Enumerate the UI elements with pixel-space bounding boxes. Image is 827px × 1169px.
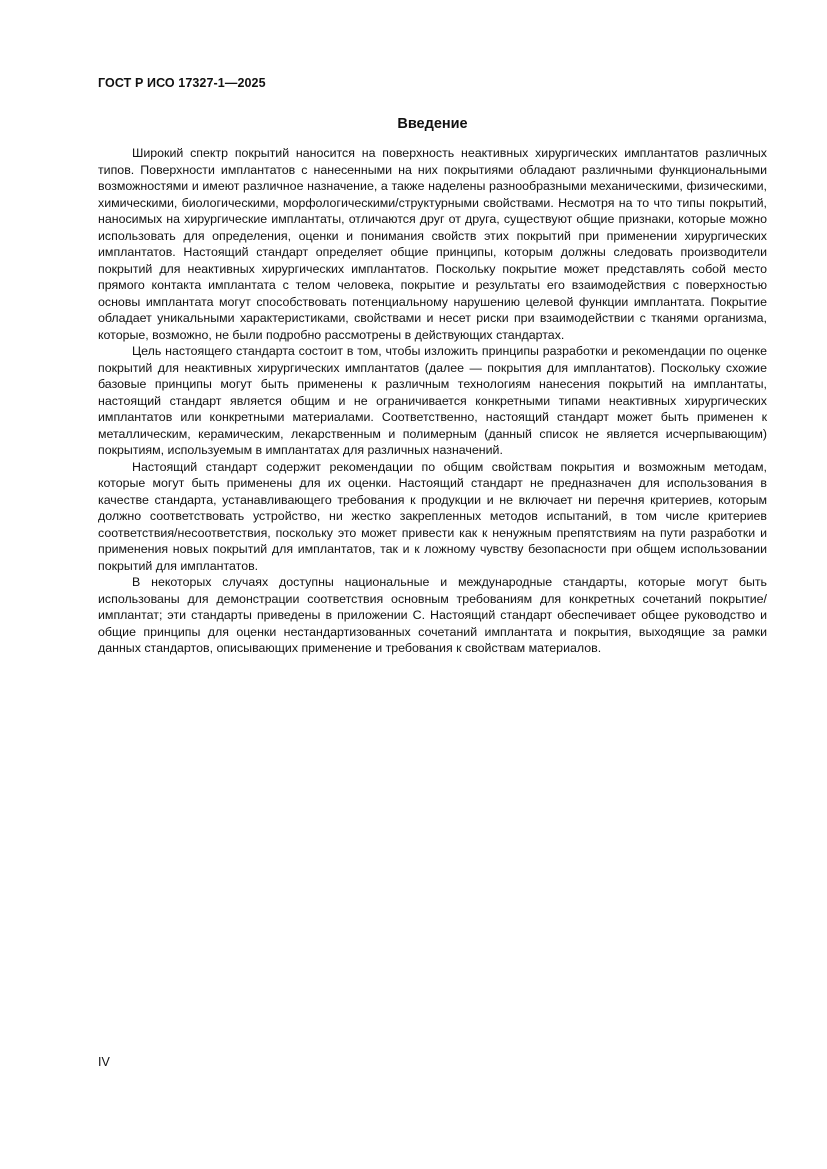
paragraph-4: В некоторых случаях доступны национальные и международные стандарты, которые могут быть использованы для демонстрации соответствия основным требованиям для конкретных сочетаний покрытие/имплантат; эти стандарты приведены в приложении С. Настоящий стандарт обеспечивает общее руководство и общие принципы для оценки нестандартизованных сочетаний имплантата и покрытия, выходящие за рамки данных стандартов, описывающих применение и требования к свойствам материалов. — [98, 575, 767, 655]
document-header-id: ГОСТ Р ИСО 17327-1—2025 — [98, 76, 266, 90]
page-number: IV — [98, 1055, 110, 1069]
paragraph-3: Настоящий стандарт содержит рекомендации по общим свойствам покрытия и возможным методам, которые могут быть применены для их оценки. Настоящий стандарт не предназначен для использования в качестве стандарта, устанавливающего требования к продукции и не включает ни перечня критериев, которым должно соответствовать устройство, ни жестко закрепленных методов испытаний, в том числе критериев соответствия/несоответствия, поскольку это может привести как к ненужным препятствиям на пути разработки и применения новых покрытий для имплантатов, так и к ложному чувству безопасности при общем использовании покрытий для имплантатов. — [98, 459, 767, 573]
paragraph-1: Широкий спектр покрытий наносится на поверхность неактивных хирургических имплантатов различных типов. Поверхности имплантатов с нанесенными на них покрытиями обладают различными функциональными возможностями и имеют различное назначение, а также наделены разнообразными механическими, физическими, химическими, биологическими, морфологическими/структурными свойствами. Несмотря на то что типы покрытий, наносимых на хирургические имплантаты, отличаются друг от друга, существуют общие признаки, которые можно использовать для определения, оценки и понимания свойств этих покрытий при применении хирургических имплантатов. Настоящий стандарт определяет общие принципы, которым должны следовать производители покрытий для неактивных хирургических имплантатов. Поскольку покрытие может представлять собой место прямого контакта имплантата с телом человека, покрытие и результаты его взаимодействия с поверхностью основы имплантата могут способствовать потенциальному нарушению целевой функции имплантата. Покрытие обладает уникальными характеристиками, свойствами и несет риски при взаимодействии с тканями организма, которые, возможно, не были подробно рассмотрены в действующих стандартах. — [98, 146, 767, 342]
section-title: Введение — [397, 116, 468, 132]
paragraph-2: Цель настоящего стандарта состоит в том, чтобы изложить принципы разработки и рекомендации по оценке покрытий для неактивных хирургических имплантатов (далее — покрытия для имплантатов). Поскольку схожие базовые принципы могут быть применены к различным технологиям нанесения покрытий на имплантаты, настоящий стандарт является общим и не ограничивается конкретными типами неактивных хирургических имплантатов или конкретными материалами. Соответственно, настоящий стандарт может быть применен к металлическим, керамическим, лекарственным и полимерным (данный список не является исчерпывающим) покрытиям, используемым в имплантатах для различных назначений. — [98, 344, 767, 457]
section-body — [98, 145, 767, 657]
